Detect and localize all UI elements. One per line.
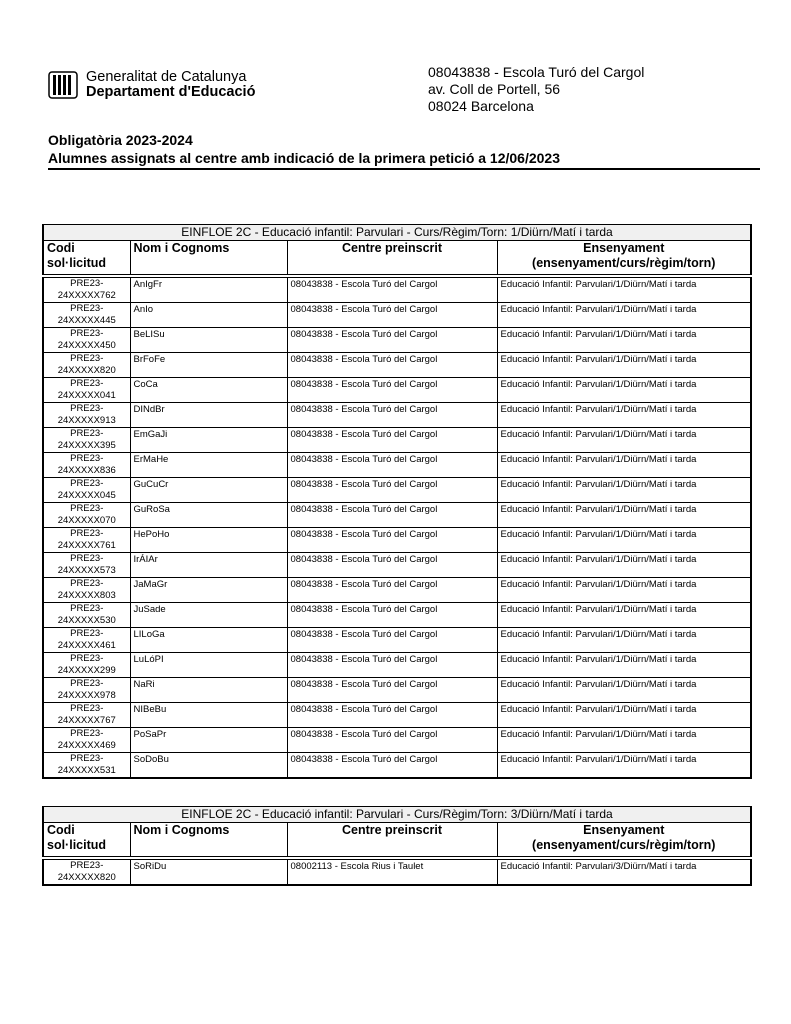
cell-ensenyament: Educació Infantil: Parvulari/1/Diürn/Matí i tarda [497,553,751,578]
cell-name: PoSaPr [130,728,287,753]
school-street: av. Coll de Portell, 56 [428,81,561,97]
code-number: 24XXXXX767 [57,714,116,726]
cell-code [43,353,130,378]
cell-code [43,678,130,703]
table-header-row [43,823,751,859]
cell-code [43,858,130,885]
cell-name: JaMaGr [130,578,287,603]
code-prefix: PRE23- [70,378,104,389]
table-row [43,478,751,503]
cell-name: ErMaHe [130,453,287,478]
table-row [43,528,751,553]
cell-centre: 08043838 - Escola Turó del Cargol [287,303,497,328]
cell-code [43,728,130,753]
cell-name: NaRi [130,678,287,703]
cell-centre: 08043838 - Escola Turó del Cargol [287,678,497,703]
table-row [43,453,751,478]
cell-name: NIBeBu [130,703,287,728]
cell-code [43,453,130,478]
cell-code [43,653,130,678]
cell-name: SoDoBu [130,753,287,779]
header-ens-title: Ensenyament [583,823,665,837]
code-prefix: PRE23- [70,428,104,439]
cell-centre: 08043838 - Escola Turó del Cargol [287,553,497,578]
cell-centre: 08043838 - Escola Turó del Cargol [287,428,497,453]
cell-centre: 08043838 - Escola Turó del Cargol [287,353,497,378]
cell-centre: 08043838 - Escola Turó del Cargol [287,628,497,653]
code-number: 24XXXXX299 [57,664,116,676]
code-prefix: PRE23- [70,528,104,539]
cell-centre: 08043838 - Escola Turó del Cargol [287,378,497,403]
code-number: 24XXXXX445 [57,314,116,326]
cell-name: AnIo [130,303,287,328]
cell-code [43,603,130,628]
cell-ensenyament: Educació Infantil: Parvulari/1/Diürn/Matí i tarda [497,653,751,678]
cell-ensenyament: Educació Infantil: Parvulari/3/Diürn/Matí i tarda [497,858,751,885]
cell-code [43,276,130,303]
code-prefix: PRE23- [70,653,104,664]
header-ens-title: Ensenyament [583,241,665,255]
title-description: Alumnes assignats al centre amb indicació de la primera petició a 12/06/2023 [48,149,760,170]
cell-ensenyament: Educació Infantil: Parvulari/1/Diürn/Matí i tarda [497,703,751,728]
table-row [43,578,751,603]
code-prefix: PRE23- [70,278,104,289]
document-title [48,131,760,170]
code-number: 24XXXXX762 [57,289,116,301]
code-prefix: PRE23- [70,478,104,489]
cell-centre: 08043838 - Escola Turó del Cargol [287,403,497,428]
cell-centre: 08043838 - Escola Turó del Cargol [287,528,497,553]
school-city: 08024 Barcelona [428,98,534,114]
cell-name: LuLóPI [130,653,287,678]
header-code: Codi sol·licitud [43,823,130,859]
code-prefix: PRE23- [70,860,104,871]
code-number: 24XXXXX836 [57,464,116,476]
table-row [43,603,751,628]
header-ens-subtitle: (ensenyament/curs/règim/torn) [532,256,716,270]
code-number: 24XXXXX761 [57,539,116,551]
table-caption-row [43,807,751,823]
table-row [43,276,751,303]
cell-code [43,328,130,353]
code-number: 24XXXXX530 [57,614,116,626]
cell-name: BrFoFe [130,353,287,378]
cell-name: LILoGa [130,628,287,653]
logo-line-1: Generalitat de Catalunya [86,69,247,85]
table-row [43,403,751,428]
header-centre: Centre preinscrit [287,241,497,277]
cell-name: JuSade [130,603,287,628]
header-ensenyament [497,823,751,859]
code-prefix: PRE23- [70,553,104,564]
cell-centre: 08043838 - Escola Turó del Cargol [287,703,497,728]
code-prefix: PRE23- [70,753,104,764]
cell-ensenyament: Educació Infantil: Parvulari/1/Diürn/Matí i tarda [497,578,751,603]
cell-ensenyament: Educació Infantil: Parvulari/1/Diürn/Matí i tarda [497,403,751,428]
table-row [43,303,751,328]
table-row [43,428,751,453]
cell-ensenyament: Educació Infantil: Parvulari/1/Diürn/Matí i tarda [497,603,751,628]
table-caption: EINFLOE 2C - Educació infantil: Parvulari - Curs/Règim/Torn: 1/Diürn/Matí i tarda [43,225,751,241]
table-row [43,553,751,578]
code-number: 24XXXXX573 [57,564,116,576]
code-number: 24XXXXX045 [57,489,116,501]
cell-ensenyament: Educació Infantil: Parvulari/1/Diürn/Matí i tarda [497,728,751,753]
code-number: 24XXXXX803 [57,589,116,601]
header-name: Nom i Cognoms [130,241,287,277]
cell-centre: 08043838 - Escola Turó del Cargol [287,653,497,678]
code-number: 24XXXXX531 [57,764,116,776]
code-prefix: PRE23- [70,328,104,339]
cell-centre: 08043838 - Escola Turó del Cargol [287,328,497,353]
header-centre: Centre preinscrit [287,823,497,859]
students-table-curs-1 [42,224,752,779]
cell-code [43,503,130,528]
code-prefix: PRE23- [70,578,104,589]
cell-centre: 08043838 - Escola Turó del Cargol [287,453,497,478]
code-number: 24XXXXX913 [57,414,116,426]
title-year: Obligatòria 2023-2024 [48,132,193,148]
table-row [43,858,751,885]
table-row [43,503,751,528]
cell-centre: 08043838 - Escola Turó del Cargol [287,276,497,303]
code-number: 24XXXXX041 [57,389,116,401]
code-number: 24XXXXX978 [57,689,116,701]
table-row [43,328,751,353]
cell-ensenyament: Educació Infantil: Parvulari/1/Diürn/Matí i tarda [497,478,751,503]
cell-name: GuCuCr [130,478,287,503]
department-logo [48,70,255,100]
cell-ensenyament: Educació Infantil: Parvulari/1/Diürn/Matí i tarda [497,328,751,353]
table-row [43,703,751,728]
code-prefix: PRE23- [70,353,104,364]
cell-code [43,378,130,403]
code-prefix: PRE23- [70,303,104,314]
cell-ensenyament: Educació Infantil: Parvulari/1/Diürn/Matí i tarda [497,628,751,653]
cell-code [43,303,130,328]
code-number: 24XXXXX395 [57,439,116,451]
cell-ensenyament: Educació Infantil: Parvulari/1/Diürn/Matí i tarda [497,528,751,553]
cell-centre: 08043838 - Escola Turó del Cargol [287,753,497,779]
cell-centre: 08002113 - Escola Rius i Taulet [287,858,497,885]
cell-name: BeLISu [130,328,287,353]
students-table-curs-3 [42,806,752,886]
code-prefix: PRE23- [70,453,104,464]
table-row [43,728,751,753]
generalitat-emblem-icon [48,70,78,100]
table-row [43,753,751,779]
cell-ensenyament: Educació Infantil: Parvulari/1/Diürn/Matí i tarda [497,753,751,779]
code-prefix: PRE23- [70,728,104,739]
cell-code [43,578,130,603]
cell-name: CoCa [130,378,287,403]
code-prefix: PRE23- [70,403,104,414]
cell-code [43,428,130,453]
cell-code [43,553,130,578]
logo-line-2: Departament d'Educació [86,84,256,100]
cell-code [43,753,130,779]
code-number: 24XXXXX820 [57,871,116,883]
table-row [43,653,751,678]
code-prefix: PRE23- [70,503,104,514]
cell-ensenyament: Educació Infantil: Parvulari/1/Diürn/Matí i tarda [497,353,751,378]
code-number: 24XXXXX820 [57,364,116,376]
cell-name: AnIgFr [130,276,287,303]
cell-centre: 08043838 - Escola Turó del Cargol [287,603,497,628]
cell-ensenyament: Educació Infantil: Parvulari/1/Diürn/Matí i tarda [497,378,751,403]
code-prefix: PRE23- [70,678,104,689]
table-caption-row [43,225,751,241]
table-row [43,678,751,703]
cell-ensenyament: Educació Infantil: Parvulari/1/Diürn/Matí i tarda [497,453,751,478]
cell-centre: 08043838 - Escola Turó del Cargol [287,578,497,603]
cell-centre: 08043838 - Escola Turó del Cargol [287,478,497,503]
code-number: 24XXXXX070 [57,514,116,526]
cell-ensenyament: Educació Infantil: Parvulari/1/Diürn/Matí i tarda [497,503,751,528]
cell-name: EmGaJi [130,428,287,453]
table-caption: EINFLOE 2C - Educació infantil: Parvulari - Curs/Règim/Torn: 3/Diürn/Matí i tarda [43,807,751,823]
cell-ensenyament: Educació Infantil: Parvulari/1/Diürn/Matí i tarda [497,276,751,303]
header-ens-subtitle: (ensenyament/curs/règim/torn) [532,838,716,852]
cell-name: GuRoSa [130,503,287,528]
cell-code [43,478,130,503]
code-number: 24XXXXX450 [57,339,116,351]
code-number: 24XXXXX461 [57,639,116,651]
cell-name: HePoHo [130,528,287,553]
header-code: Codi sol·licitud [43,241,130,277]
cell-name: SoRiDu [130,858,287,885]
code-prefix: PRE23- [70,628,104,639]
cell-ensenyament: Educació Infantil: Parvulari/1/Diürn/Matí i tarda [497,303,751,328]
school-address [428,64,644,115]
code-number: 24XXXXX469 [57,739,116,751]
school-name: 08043838 - Escola Turó del Cargol [428,64,645,80]
cell-centre: 08043838 - Escola Turó del Cargol [287,728,497,753]
code-prefix: PRE23- [70,603,104,614]
table-row [43,353,751,378]
cell-code [43,703,130,728]
table-row [43,628,751,653]
cell-code [43,403,130,428]
header-ensenyament [497,241,751,277]
cell-ensenyament: Educació Infantil: Parvulari/1/Diürn/Matí i tarda [497,678,751,703]
header-name: Nom i Cognoms [130,823,287,859]
cell-code [43,628,130,653]
table-header-row [43,241,751,277]
cell-name: IrÁIAr [130,553,287,578]
table-row [43,378,751,403]
cell-centre: 08043838 - Escola Turó del Cargol [287,503,497,528]
cell-ensenyament: Educació Infantil: Parvulari/1/Diürn/Matí i tarda [497,428,751,453]
cell-name: DINdBr [130,403,287,428]
code-prefix: PRE23- [70,703,104,714]
cell-code [43,528,130,553]
